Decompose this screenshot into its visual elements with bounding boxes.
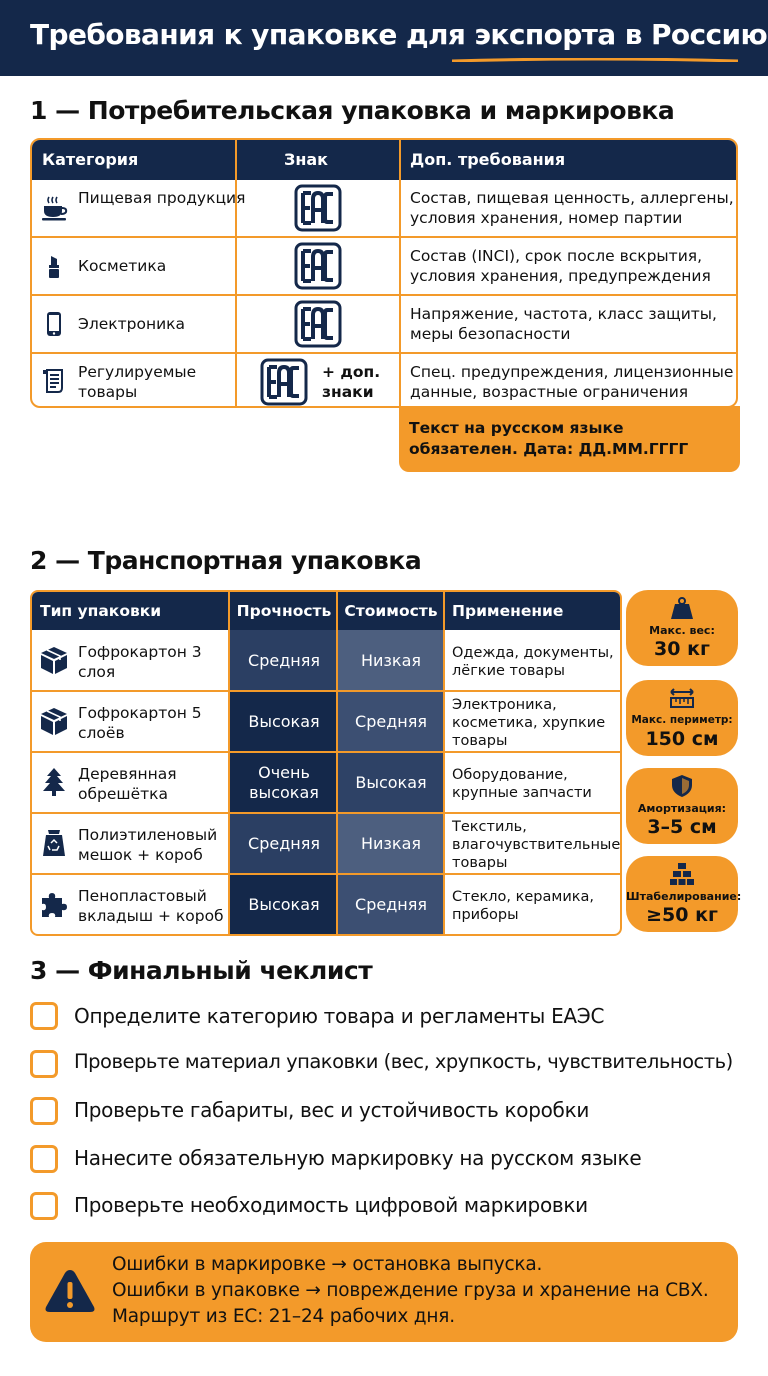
category-label: Регулируемые товары [78,363,197,401]
puzzle-icon [38,888,70,920]
consumer-packaging-table [30,138,738,408]
cost-cell: Низкая [338,813,444,874]
shield-icon [669,774,695,798]
cost-cell: Высокая [338,752,444,813]
warning-line: Ошибки в маркировке → остановка выпуска. [112,1254,543,1275]
badge-value: ≥50 кг [646,904,718,926]
requirements-text: Напряжение, частота, класс защиты, меры безопасности [410,305,717,343]
column-header-type: Тип упаковки [40,602,162,620]
tree-icon [38,766,70,798]
cup-icon [40,194,68,222]
warning-icon [44,1267,96,1315]
strength-cell: Высокая [230,691,338,752]
checklist-checkbox[interactable] [30,1145,58,1173]
badge-label: Амортизация: [637,802,727,815]
badge-value: 150 см [645,728,719,750]
language-note: Текст на русском языке обязателен. Дата: ДД.ММ.ГГГГ [399,406,740,472]
eac-mark-icon [260,358,308,406]
page-header [0,0,768,76]
badge-max-weight [626,590,738,666]
checklist-checkbox[interactable] [30,1002,58,1030]
badge-label: Макс. вес: [649,624,715,637]
checklist-item: Проверьте необходимость цифровой маркировки [74,1193,588,1217]
column-header-cost: Стоимость [344,602,438,620]
requirements-text: Состав (INCI), срок после вскрытия, условия хранения, предупреждения [410,247,711,285]
application-text: Электроника, косметика, хрупкие товары [452,697,606,749]
package-type-label: Полиэтиленовый мешок + короб [78,826,218,864]
checklist-item: Проверьте габариты, вес и устойчивость коробки [74,1098,590,1122]
checklist-item: Нанесите обязательную маркировку на русском языке [74,1146,642,1170]
box-icon [38,705,70,737]
application-text: Одежда, документы, лёгкие товары [452,645,614,679]
checklist-checkbox[interactable] [30,1192,58,1220]
section1-title: 1 — Потребительская упаковка и маркировка [30,96,675,125]
application-text: Оборудование, крупные запчасти [452,767,592,801]
eac-mark-icon [294,300,342,348]
weight-icon [669,596,695,620]
column-header-use: Применение [452,602,564,620]
package-type-label: Гофрокартон 5 слоёв [78,704,202,742]
category-label: Косметика [78,257,167,275]
document-icon [40,366,68,394]
warning-banner [30,1242,738,1342]
checklist-checkbox[interactable] [30,1050,58,1078]
package-type-label: Гофрокартон 3 слоя [78,643,202,681]
application-text: Стекло, керамика, приборы [452,889,594,923]
application-text: Текстиль, влагочувствительные товары [452,819,621,871]
column-header-mark: Знак [283,150,329,169]
package-type-label: Деревянная обрешётка [78,765,177,803]
badge-label: Штабелирование: [626,890,742,903]
cost-cell: Средняя [338,691,444,752]
badge-stacking [626,856,742,932]
strength-cell: Очень высокая [230,752,338,813]
badge-max-perimeter [626,680,738,756]
badge-value: 30 кг [654,638,710,660]
phone-icon [40,310,68,338]
badge-label: Макс. периметр: [631,714,733,726]
strength-cell: Средняя [230,630,338,691]
page-title: Требования к упаковке для экспорта в Россию [30,18,768,51]
strength-cell: Средняя [230,813,338,874]
lipstick-icon [40,252,68,280]
package-type-label: Пенопластовый вкладыш + короб [78,887,224,925]
category-label: Электроника [78,315,186,333]
bag-icon [38,827,70,859]
column-header-requirements: Доп. требования [410,150,566,169]
checklist-item: Определите категорию товара и регламенты ЕАЭС [74,1004,605,1028]
ruler-icon [669,686,695,710]
cost-cell: Средняя [338,874,444,935]
section3-title: 3 — Финальный чеклист [30,956,373,985]
stack-icon [669,862,695,886]
column-header-strength: Прочность [236,602,332,620]
checklist-checkbox[interactable] [30,1097,58,1125]
additional-marks-label: + доп. знаки [322,363,381,401]
warning-line: Ошибки в упаковке → повреждение груза и хранение на СВХ. [112,1280,709,1301]
eac-mark-icon [294,184,342,232]
requirements-text: Спец. предупреждения, лицензионные данные, возрастные ограничения [410,363,734,401]
badge-value: 3–5 см [647,816,717,838]
warning-line: Маршрут из ЕС: 21–24 рабочих дня. [112,1306,455,1327]
cost-cell: Низкая [338,630,444,691]
transport-packaging-table [30,590,622,936]
badge-cushioning [626,768,738,844]
eac-mark-icon [294,242,342,290]
column-header-category: Категория [42,150,139,169]
title-underline [452,58,738,62]
section2-title: 2 — Транспортная упаковка [30,546,422,575]
requirements-text: Состав, пищевая ценность, аллергены, условия хранения, номер партии [410,189,734,227]
strength-cell: Высокая [230,874,338,935]
category-label: Пищевая продукция [78,189,246,207]
box-icon [38,644,70,676]
checklist-item: Проверьте материал упаковки (вес, хрупкость, чувствительность) [74,1050,733,1073]
